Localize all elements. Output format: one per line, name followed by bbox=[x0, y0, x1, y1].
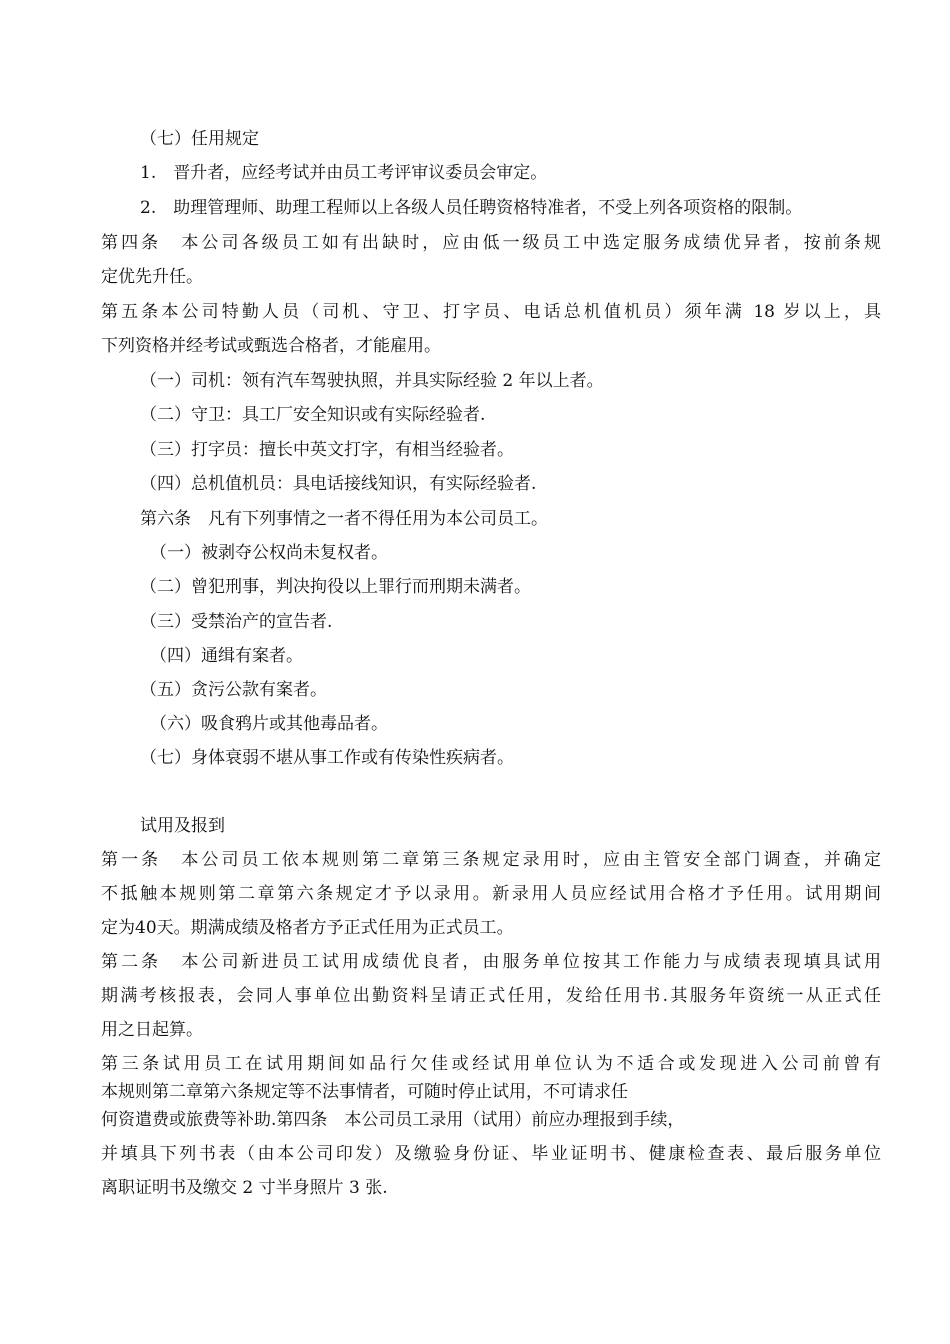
article-4-line-2: 定优先升任。 bbox=[101, 267, 203, 287]
article-5-item-2: （二）守卫：具工厂安全知识或有实际经验者. bbox=[140, 405, 486, 425]
trial-article-1-line-1: 第一条 本公司员工依本规则第二章第三条规定录用时，应由主管安全部门调查，并确定 bbox=[101, 850, 881, 870]
article-6-heading: 第六条 凡有下列事情之一者不得任用为本公司员工。 bbox=[140, 509, 548, 529]
article-6-item-4: （四）通缉有案者。 bbox=[150, 646, 303, 666]
trial-article-1-line-3: 定为40天。期满成绩及格者方予正式任用为正式员工。 bbox=[101, 918, 514, 938]
article-6-item-1: （一）被剥夺公权尚未复权者。 bbox=[150, 543, 388, 563]
article-6-item-5: （五）贪污公款有案者。 bbox=[140, 680, 327, 700]
article-6-item-7: （七）身体衰弱不堪从事工作或有传染性疾病者。 bbox=[140, 748, 514, 768]
article-5-line-2: 下列资格并经考试或甄选合格者，才能雇用。 bbox=[101, 336, 441, 356]
trial-article-3-line-1: 第三条试用员工在试用期间如品行欠佳或经试用单位认为不适合或发现进入公司前曾有 bbox=[101, 1054, 881, 1074]
trial-article-4-line-3: 离职证明书及缴交 2 寸半身照片 3 张. bbox=[101, 1178, 388, 1198]
article-6-item-2: （二）曾犯刑事，判决拘役以上罪行而刑期未满者。 bbox=[140, 577, 531, 597]
trial-article-1-line-2: 不抵触本规则第二章第六条规定才予以录用。新录用人员应经试用合格才予任用。试用期间 bbox=[101, 884, 881, 904]
item-1: 1. 晋升者，应经考试并由员工考评审议委员会审定。 bbox=[140, 163, 548, 183]
article-6-item-3: （三）受禁治产的宣告者. bbox=[140, 612, 333, 632]
trial-article-3-line-2: 本规则第二章第六条规定等不法事情者，可随时停止试用，不可请求任 bbox=[101, 1082, 628, 1102]
trial-article-2-line-3: 用之日起算。 bbox=[101, 1020, 203, 1040]
trial-article-2-line-2: 期满考核报表，会同人事单位出勤资料呈请正式任用，发给任用书.其服务年资统一从正式任 bbox=[101, 986, 881, 1006]
article-6-item-6: （六）吸食鸦片或其他毒品者。 bbox=[150, 714, 388, 734]
section7-heading: （七）任用规定 bbox=[140, 129, 259, 149]
trial-section-heading: 试用及报到 bbox=[140, 816, 225, 836]
article-5-line-1: 第五条本公司特勤人员（司机、守卫、打字员、电话总机值机员）须年满 18 岁以上，具 bbox=[101, 302, 881, 322]
article-5-item-3: （三）打字员：擅长中英文打字，有相当经验者。 bbox=[140, 440, 514, 460]
article-5-item-1: （一）司机：领有汽车驾驶执照，并具实际经验 2 年以上者。 bbox=[140, 371, 604, 391]
article-4-line-1: 第四条 本公司各级员工如有出缺时，应由低一级员工中选定服务成绩优异者，按前条规 bbox=[101, 233, 881, 253]
trial-article-3-line-3: 何资遣费或旅费等补助.第四条 本公司员工录用（试用）前应办理报到手续， bbox=[101, 1110, 685, 1130]
item-2: 2. 助理管理师、助理工程师以上各级人员任聘资格特准者，不受上列各项资格的限制。 bbox=[140, 198, 803, 218]
trial-article-4-line-2: 并填具下列书表（由本公司印发）及缴验身份证、毕业证明书、健康检查表、最后服务单位 bbox=[101, 1144, 881, 1164]
trial-article-2-line-1: 第二条 本公司新进员工试用成绩优良者，由服务单位按其工作能力与成绩表现填具试用 bbox=[101, 952, 881, 972]
article-5-item-4: （四）总机值机员：具电话接线知识，有实际经验者. bbox=[140, 474, 537, 494]
